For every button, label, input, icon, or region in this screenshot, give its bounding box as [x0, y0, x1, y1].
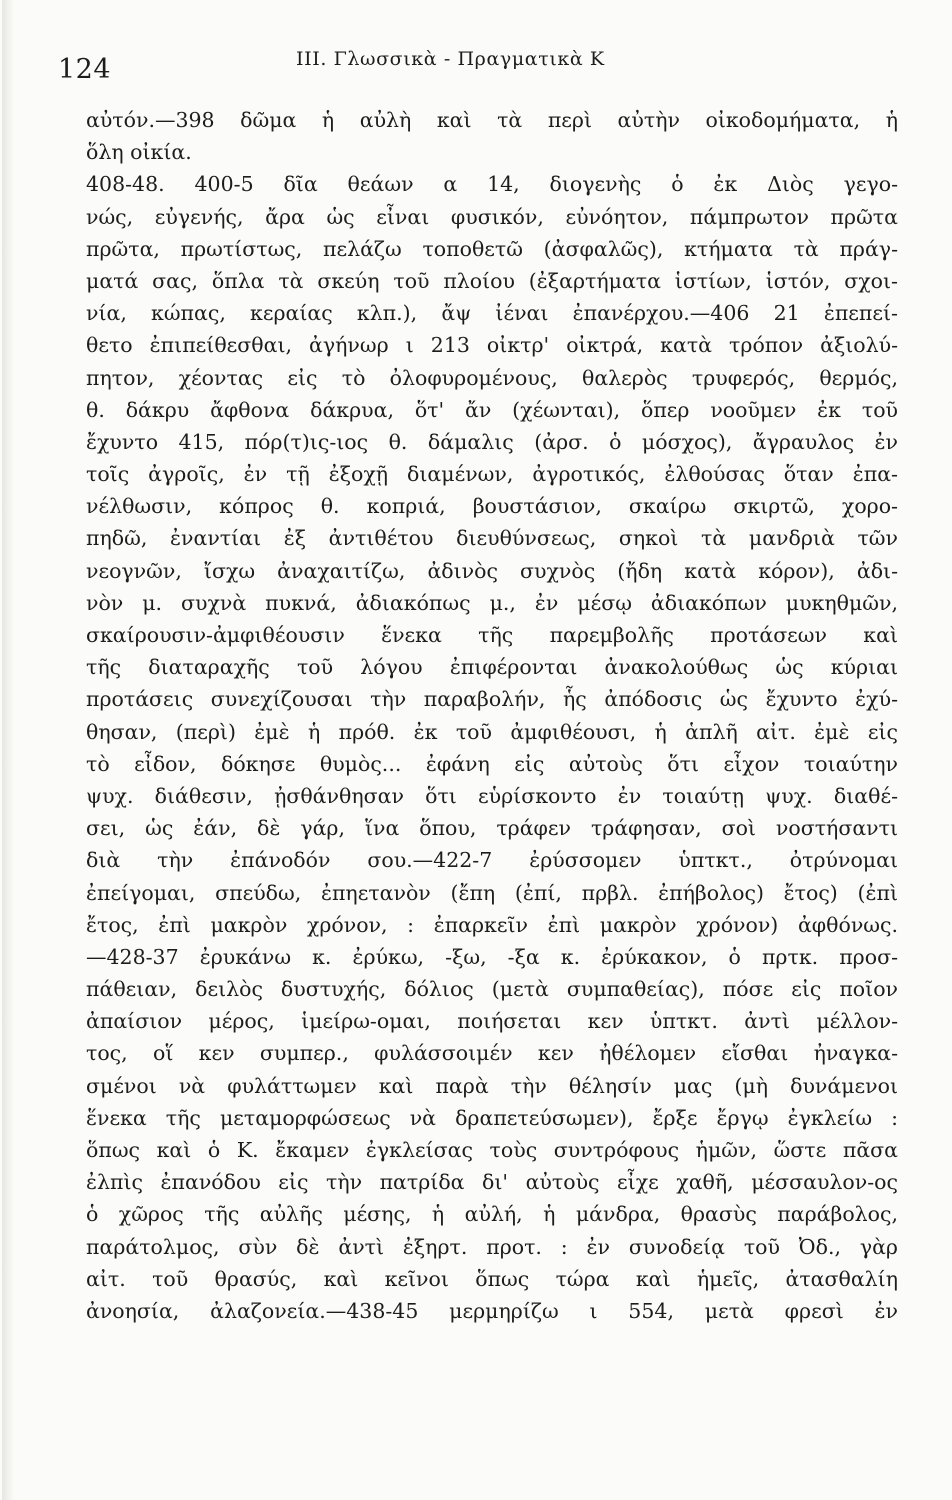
text-line: τοῖς ἀγροῖς, ἐν τῇ ἐξοχῇ διαμένων, ἀγροτικός, ἐλθούσας ὅταν ἐπα- — [86, 462, 898, 487]
text-line: νὸν μ. συχνὰ πυκνά, ἀδιακόπως μ., ἐν μέσῳ ἀδιακόπων μυκηθμῶν, — [86, 590, 898, 615]
text-line: σει, ὡς ἐάν, δὲ γάρ, ἵνα ὅπου, τράφεν τράφησαν, σοὶ νοστήσαντι — [86, 816, 898, 841]
text-line: 408-48. 400-5 δῖα θεάων α 14, διογενὴς ὁ ἐκ Διὸς γεγο- — [86, 172, 898, 197]
text-line: ὅπως καὶ ὁ Κ. ἔκαμεν ἐγκλείσας τοὺς συντρόφους ἡμῶν, ὥστε πᾶσα — [86, 1138, 898, 1162]
text-line: ἔχυντο 415, πόρ(τ)ις-ιος θ. δάμαλις (ἀρσ. ὁ μόσχος), ἄγραυλος ἐν — [86, 429, 898, 454]
text-line: θετο ἐπιπείθεσθαι, ἀγήνωρ ι 213 οἰκτρ' οἰκτρά, κατὰ τρόπον ἀξιολύ- — [86, 333, 898, 358]
text-line: ἀνοησία, ἀλαζονεία.—438-45 μερμηρίζω ι 554, μετὰ φρεσὶ ἐν — [86, 1298, 898, 1323]
text-line: τος, οἵ κεν συμπερ., φυλάσσοιμέν κεν ἠθέλομεν εἴσθαι ἠναγκα- — [86, 1041, 898, 1066]
text-line: ἔτος, ἐπὶ μακρὸν χρόνον, : ἐπαρκεῖν ἐπὶ μακρὸν χρόνον) ἀφθόνως. — [86, 912, 898, 937]
commentary-text — [86, 104, 898, 1327]
text-line: σκαίρουσιν-ἀμφιθέουσιν ἕνεκα τῆς παρεμβολῆς προτάσεων καὶ — [86, 623, 898, 647]
running-head: III. Γλωσσικὰ - Πραγματικὰ Κ — [296, 48, 605, 70]
text-line: νία, κώπας, κεραίας κλπ.), ἄψ ἰέναι ἐπανέρχου.—406 21 ἐπεπεί- — [86, 301, 898, 326]
text-line: πηδῶ, ἐναντίαι ἐξ ἀντιθέτου διευθύνσεως, σηκοὶ τὰ μανδριὰ τῶν — [86, 526, 898, 551]
page-gutter-shadow — [2, 0, 14, 1500]
page-header — [0, 44, 952, 88]
text-line: ἀπαίσιον μέρος, ἱμείρω-ομαι, ποιήσεται κεν ὑπτκτ. ἀντὶ μέλλον- — [86, 1009, 898, 1034]
text-line: νώς, εὐγενής, ἄρα ὡς εἶναι φυσικόν, εὐνόητον, πάμπρωτον πρῶτα — [86, 204, 898, 229]
text-line: ὅλη οἰκία. — [86, 140, 192, 165]
text-line: ἐλπὶς ἐπανόδου εἰς τὴν πατρίδα δι' αὐτοὺς εἶχε χαθῆ, μέσσαυλον-ος — [86, 1170, 898, 1195]
text-line: τὸ εἶδον, δόκησε θυμὸς... ἐφάνη εἰς αὐτοὺς ὅτι εἶχον τοιαύτην — [86, 751, 898, 776]
text-line: πητον, χέοντας εἰς τὸ ὀλοφυρομένους, θαλερὸς τρυφερός, θερμός, — [86, 365, 898, 390]
page-number: 124 — [58, 54, 112, 85]
text-line: προτάσεις συνεχίζουσαι τὴν παραβολήν, ἧς ἀπόδοσις ὡς ἔχυντο ἐχύ- — [86, 687, 898, 712]
text-line: διὰ τὴν ἐπάνοδόν σου.—422-7 ἐρύσσομεν ὑπτκτ., ὀτρύνομαι — [86, 848, 898, 873]
text-line: ψυχ. διάθεσιν, ᾐσθάνθησαν ὅτι εὑρίσκοντο ἐν τοιαύτῃ ψυχ. διαθέ- — [86, 783, 898, 808]
text-line: αἰτ. τοῦ θρασύς, καὶ κεῖνοι ὅπως τώρα καὶ ἡμεῖς, ἀτασθαλίη — [86, 1266, 898, 1291]
text-line: ὁ χῶρος τῆς αὐλῆς μέσης, ἡ αὐλή, ἡ μάνδρα, θρασὺς παράβολος, — [86, 1202, 898, 1227]
text-line: πάθειαν, δειλὸς δυστυχής, δόλιος (μετὰ συμπαθείας), πόσε εἰς ποῖον — [86, 977, 898, 1002]
text-line: θησαν, (περὶ) ἐμὲ ἡ πρόθ. ἐκ τοῦ ἀμφιθέουσι, ἡ ἁπλῆ αἰτ. ἐμὲ εἰς — [86, 719, 898, 744]
text-line: τῆς διαταραχῆς τοῦ λόγου ἐπιφέρονται ἀνακολούθως ὡς κύριαι — [86, 655, 898, 680]
text-line: θ. δάκρυ ἄφθονα δάκρυα, ὅτ' ἄν (χέωνται), ὅπερ νοοῦμεν ἐκ τοῦ — [86, 397, 898, 422]
text-line: —428-37 ἐρυκάνω κ. ἐρύκω, -ξω, -ξα κ. ἐρύκακον, ὁ πρτκ. προσ- — [86, 944, 898, 969]
text-line: σμένοι νὰ φυλάττωμεν καὶ παρὰ τὴν θέλησίν μας (μὴ δυνάμενοι — [86, 1073, 898, 1098]
text-line: παράτολμος, σὺν δὲ ἀντὶ ἐξηρτ. προτ. : ἐν συνοδείᾳ τοῦ Ὀδ., γὰρ — [86, 1234, 898, 1259]
text-line: πρῶτα, πρωτίστως, πελάζω τοποθετῶ (ἀσφαλῶς), κτήματα τὰ πράγ- — [86, 236, 898, 261]
text-line: ματά σας, ὅπλα τὰ σκεύη τοῦ πλοίου (ἐξαρτήματα ἱστίων, ἱστόν, σχοι- — [86, 268, 898, 293]
text-line: νέλθωσιν, κόπρος θ. κοπριά, βουστάσιον, σκαίρω σκιρτῶ, χορο- — [86, 494, 898, 519]
text-line: νεογνῶν, ἴσχω ἀναχαιτίζω, ἀδινὸς συχνὸς (ἤδη κατὰ κόρον), ἀδι- — [86, 558, 898, 583]
text-line: ἐπείγομαι, σπεύδω, ἐπηετανὸν (ἔπη (ἐπί, πρβλ. ἐπήβολος) ἔτος) (ἐπὶ — [86, 880, 898, 905]
text-line: αὐτόν.—398 δῶμα ἡ αὐλὴ καὶ τὰ περὶ αὐτὴν οἰκοδομήματα, ἡ — [86, 108, 898, 132]
text-line: ἕνεκα τῆς μεταμορφώσεως νὰ δραπετεύσωμεν), ἔρξε ἔργῳ ἐγκλείω : — [86, 1105, 898, 1130]
